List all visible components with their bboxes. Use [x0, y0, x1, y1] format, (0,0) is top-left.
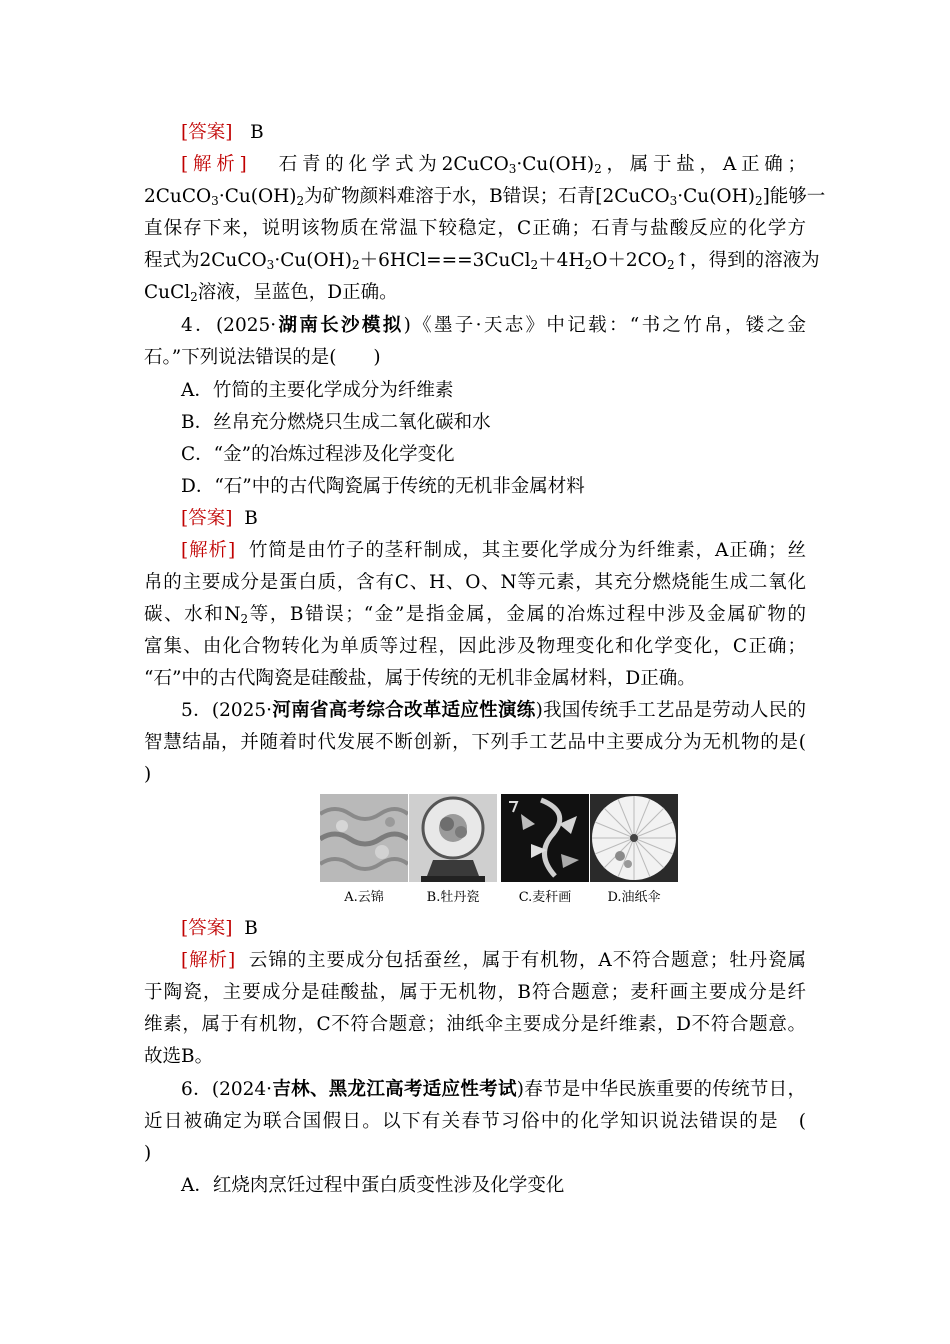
- q4-analysis-line-3: 碳、水和$N_2$等，B错误；“金”是指金属，金属的冶炼过程中涉及金属矿物的: [144, 604, 806, 626]
- caption-b: B.牡丹瓷: [426, 890, 480, 905]
- q6-option-a: A．红烧肉烹饪过程中蛋白质变性涉及化学变化: [181, 1175, 565, 1196]
- q4-analysis-line-2: 帛的主要成分是蛋白质，含有C、H、O、N等元素，其充分燃烧能生成二氧化: [144, 572, 806, 593]
- caption-d: D.油纸伞: [607, 890, 661, 905]
- q5-analysis-line-2: 于陶瓷，主要成分是硅酸盐，属于无机物，B符合题意；麦秆画主要成分是纤: [144, 982, 806, 1003]
- q3-analysis-line-4: 程式为$2CuCO_3\cdot Cu(OH)_2+6HCl===3CuCl_2+4H_2O+2CO_2↑$，得到的溶液为: [144, 250, 820, 272]
- q4-option-b: B．丝帛充分燃烧只生成二氧化碳和水: [181, 412, 491, 433]
- q4-option-c: C．“金”的冶炼过程涉及化学变化: [181, 444, 455, 465]
- q5-stem-line-3: ): [144, 764, 152, 785]
- q3-analysis-line-5: CuCl$_2$溶液，呈蓝色，D正确。: [144, 282, 398, 304]
- q4-stem-line-1: 4．(2025·湖南长沙模拟)《墨子·天志》中记载：“书之竹帛，镂之金: [181, 315, 806, 336]
- q5-stem-line-2: 智慧结晶，并随着时代发展不断创新，下列手工艺品中主要成分为无机物的是(: [144, 732, 806, 753]
- peony-porcelain-image: [409, 794, 497, 882]
- q6-stem-line-3: ): [144, 1143, 152, 1164]
- q5-stem-line-1: 5．(2025·河南省高考综合改革适应性演练)我国传统手工艺品是劳动人民的: [181, 700, 806, 721]
- q4-stem-line-2: 石。”下列说法错误的是( ): [144, 347, 381, 368]
- q3-answer-line: [181, 118, 264, 148]
- q3-analysis-line-3: 直保存下来，说明该物质在常温下较稳定，C正确；石青与盐酸反应的化学方: [144, 218, 806, 239]
- q4-analysis-line-1: [解析] 竹简是由竹子的茎秆制成，其主要化学成分为纤维素，A正确；丝: [181, 540, 806, 561]
- q4-option-a: A．竹简的主要化学成分为纤维素: [181, 380, 454, 401]
- q5-analysis-line-1: [解析] 云锦的主要成分包括蚕丝，属于有机物，A不符合题意；牡丹瓷属: [181, 950, 806, 971]
- question-source: 河南省高考综合改革适应性演练: [272, 700, 536, 721]
- q6-stem-line-2: 近日被确定为联合国假日。以下有关春节习俗中的化学知识说法错误的是 (: [144, 1111, 806, 1132]
- q3-analysis-line-1: [解析] 石青的化学式为$2CuCO_3\cdot Cu(OH)_2$，属于盐，A正确；: [181, 154, 806, 176]
- q5-answer-line: [答案] B: [181, 918, 258, 939]
- answer-tag: [答案]: [181, 122, 233, 143]
- q3-analysis-line-2: $2CuCO_3\cdot Cu(OH)_2$为矿物颜料难溶于水，B错误；石青$[2CuCO_3\cdot Cu(OH)_2]$能够一: [144, 186, 826, 208]
- analysis-tag: [解析]: [181, 154, 247, 175]
- umbrella-image: [590, 794, 678, 882]
- q4-option-d: D．“石”中的古代陶瓷属于传统的无机非金属材料: [181, 476, 585, 497]
- yunjin-image: [320, 794, 408, 882]
- q4-analysis-line-4: 富集、由化合物转化为单质等过程，因此涉及物理变化和化学变化，C正确；: [144, 636, 806, 657]
- q4-analysis-line-5: “石”中的古代陶瓷是硅酸盐，属于传统的无机非金属材料，D正确。: [144, 668, 696, 689]
- question-source: 湖南长沙模拟: [276, 315, 404, 336]
- caption-c: C.麦秆画: [518, 890, 572, 905]
- q6-stem-line-1: 6．(2024·吉林、黑龙江高考适应性考试)春节是中华民族重要的传统节日，: [181, 1079, 806, 1100]
- caption-a: A.云锦: [344, 890, 384, 905]
- straw-painting-image: [501, 794, 589, 882]
- q5-analysis-line-4: 故选B。: [144, 1046, 214, 1067]
- q5-analysis-line-3: 维素，属于有机物，C不符合题意；油纸伞主要成分是纤维素，D不符合题意。: [144, 1014, 806, 1035]
- q4-answer-line: [答案] B: [181, 508, 258, 529]
- question-source: 吉林、黑龙江高考适应性考试: [272, 1079, 517, 1100]
- answer-value: B: [250, 122, 264, 143]
